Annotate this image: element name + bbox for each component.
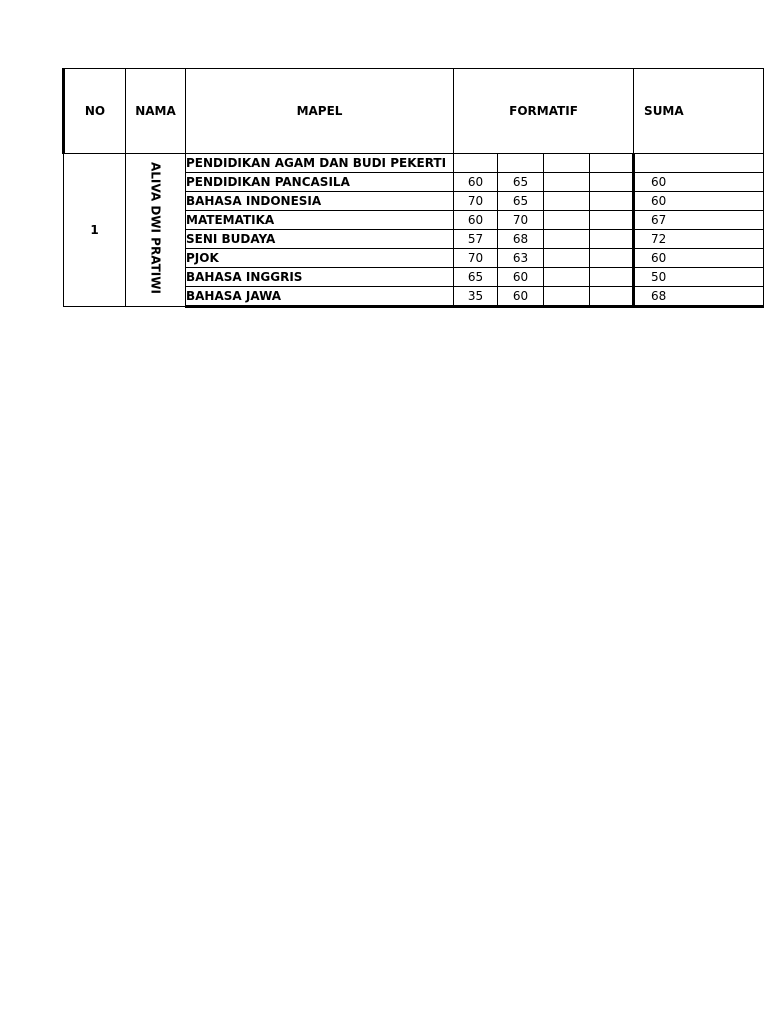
table-row — [64, 154, 764, 173]
sumatif-1-value: 72 — [651, 232, 667, 246]
subject-cell[interactable]: SENI BUDAYA — [186, 230, 454, 249]
formatif-4-cell[interactable] — [590, 154, 634, 173]
formatif-1-cell[interactable] — [454, 154, 498, 173]
formatif-3-cell[interactable] — [544, 192, 590, 211]
header-formatif: FORMATIF — [454, 69, 634, 154]
formatif-2-cell[interactable]: 65 — [498, 192, 544, 211]
formatif-2-cell[interactable]: 60 — [498, 268, 544, 287]
sumatif-1-cell[interactable] — [634, 173, 764, 192]
formatif-3-cell[interactable] — [544, 268, 590, 287]
sumatif-1-value: 67 — [651, 213, 667, 227]
formatif-2-cell[interactable]: 65 — [498, 173, 544, 192]
student-name: ALIVA DWI PRATIWI — [148, 161, 163, 294]
header-no: NO — [64, 69, 126, 154]
header-sumatif-label: SUMA — [644, 104, 684, 118]
sumatif-1-value: 50 — [651, 270, 667, 284]
sumatif-1-cell[interactable] — [634, 268, 764, 287]
grade-table — [62, 68, 764, 308]
subject-cell[interactable]: BAHASA INDONESIA — [186, 192, 454, 211]
formatif-3-cell[interactable] — [544, 230, 590, 249]
formatif-1-cell[interactable]: 70 — [454, 249, 498, 268]
sumatif-1-cell[interactable] — [634, 154, 764, 173]
header-nama: NAMA — [126, 69, 186, 154]
sumatif-1-value: 60 — [651, 251, 667, 265]
sumatif-1-value: 60 — [651, 194, 667, 208]
formatif-2-cell[interactable]: 68 — [498, 230, 544, 249]
sumatif-1-cell[interactable] — [634, 230, 764, 249]
formatif-1-cell[interactable]: 70 — [454, 192, 498, 211]
sumatif-1-value: 60 — [651, 175, 667, 189]
formatif-3-cell[interactable] — [544, 249, 590, 268]
sumatif-1-cell[interactable] — [634, 287, 764, 307]
sumatif-1-cell[interactable] — [634, 211, 764, 230]
formatif-3-cell[interactable] — [544, 173, 590, 192]
subject-cell[interactable]: MATEMATIKA — [186, 211, 454, 230]
formatif-1-cell[interactable]: 35 — [454, 287, 498, 307]
formatif-4-cell[interactable] — [590, 173, 634, 192]
formatif-1-cell[interactable]: 65 — [454, 268, 498, 287]
header-mapel: MAPEL — [186, 69, 454, 154]
formatif-2-cell[interactable]: 63 — [498, 249, 544, 268]
header-row — [64, 69, 764, 154]
student-no: 1 — [64, 154, 126, 307]
formatif-1-cell[interactable]: 57 — [454, 230, 498, 249]
formatif-2-cell[interactable]: 60 — [498, 287, 544, 307]
formatif-4-cell[interactable] — [590, 287, 634, 307]
header-sumatif — [634, 69, 764, 154]
subject-cell[interactable]: PENDIDIKAN PANCASILA — [186, 173, 454, 192]
formatif-4-cell[interactable] — [590, 192, 634, 211]
formatif-4-cell[interactable] — [590, 230, 634, 249]
formatif-2-cell[interactable]: 70 — [498, 211, 544, 230]
subject-cell[interactable]: PENDIDIKAN AGAM DAN BUDI PEKERTI — [186, 154, 454, 173]
subject-cell[interactable]: BAHASA INGGRIS — [186, 268, 454, 287]
sumatif-1-cell[interactable] — [634, 192, 764, 211]
subject-cell[interactable]: PJOK — [186, 249, 454, 268]
formatif-4-cell[interactable] — [590, 249, 634, 268]
formatif-2-cell[interactable] — [498, 154, 544, 173]
sumatif-1-cell[interactable] — [634, 249, 764, 268]
formatif-1-cell[interactable]: 60 — [454, 173, 498, 192]
student-name-cell — [126, 154, 186, 307]
formatif-3-cell[interactable] — [544, 287, 590, 307]
formatif-1-cell[interactable]: 60 — [454, 211, 498, 230]
formatif-3-cell[interactable] — [544, 211, 590, 230]
formatif-3-cell[interactable] — [544, 154, 590, 173]
sumatif-1-value: 68 — [651, 289, 667, 303]
grade-sheet — [62, 68, 684, 311]
formatif-4-cell[interactable] — [590, 211, 634, 230]
subject-cell[interactable]: BAHASA JAWA — [186, 287, 454, 307]
formatif-4-cell[interactable] — [590, 268, 634, 287]
